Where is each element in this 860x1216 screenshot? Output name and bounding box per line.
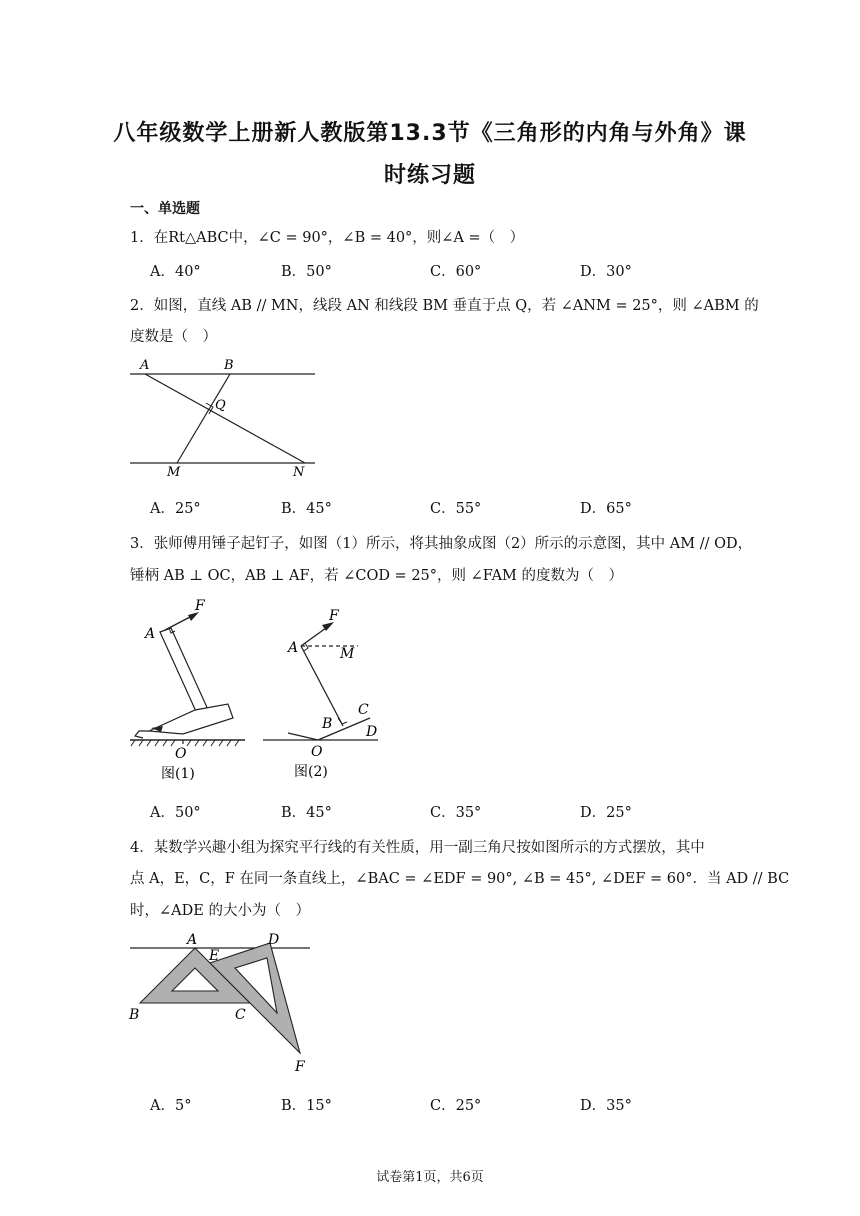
question-3-figure-1: [125, 592, 255, 792]
question-3-text-line1: 3．张师傅用锤子起钉子，如图（1）所示，将其抽象成图（2）所示的示意图，其中 AM // OD，: [130, 536, 753, 552]
question-1-text: 1．在Rt△ABC中，∠C = 90°，∠B = 40°，则∠A =（ ）: [130, 230, 525, 246]
fig3b-label-m: M: [340, 646, 355, 662]
fig2-label-q: Q: [215, 398, 226, 413]
question-3-figure-2: [258, 600, 388, 790]
page-title-line2: 时练习题: [383, 163, 476, 188]
question-2-text-line1: 2．如图，直线 AB // MN，线段 AN 和线段 BM 垂直于点 Q，若 ∠ANM = 25°，则 ∠ABM 的: [130, 298, 759, 314]
fig3b-label-o: O: [311, 744, 323, 760]
question-3-option-c[interactable]: C．35°: [430, 805, 482, 821]
fig4-label-f: F: [295, 1059, 305, 1075]
question-2-figure: [125, 352, 325, 480]
fig3b-caption: 图(2): [294, 764, 328, 780]
fig3a-label-a: A: [145, 626, 156, 642]
question-4-text-line1: 4．某数学兴趣小组为探究平行线的有关性质，用一副三角尺按如图所示的方式摆放，其中: [130, 840, 705, 856]
question-4-text-line3: 时，∠ADE 的大小为（ ）: [130, 903, 310, 919]
fig3a-label-f: F: [195, 598, 205, 614]
question-1-option-b[interactable]: B．50°: [281, 264, 332, 280]
fig4-label-e: E: [209, 948, 220, 964]
question-2-option-b[interactable]: B．45°: [281, 501, 332, 517]
question-1-option-d[interactable]: D．30°: [580, 264, 632, 280]
question-1-option-a[interactable]: A．40°: [150, 264, 201, 280]
question-4-figure: [125, 928, 325, 1078]
question-1-option-c[interactable]: C．60°: [430, 264, 482, 280]
question-2-option-a[interactable]: A．25°: [150, 501, 201, 517]
page-footer: 试卷第1页，共6页: [376, 1170, 484, 1185]
question-2-option-c[interactable]: C．55°: [430, 501, 482, 517]
question-4-option-d[interactable]: D．35°: [580, 1098, 632, 1114]
fig3a-caption: 图(1): [161, 766, 195, 782]
question-3-option-d[interactable]: D．25°: [580, 805, 632, 821]
question-2-text-line2: 度数是（ ）: [130, 329, 217, 345]
fig3b-label-c: C: [358, 702, 369, 718]
question-4-text-line2: 点 A，E，C，F 在同一条直线上，∠BAC = ∠EDF = 90°, ∠B = 45°, ∠DEF = 60°．当 AD // BC: [130, 871, 790, 887]
fig4-label-a: A: [187, 932, 198, 948]
fig2-label-b: B: [224, 358, 234, 373]
fig4-label-d: D: [268, 932, 280, 948]
fig3b-label-b: B: [322, 716, 333, 732]
fig3a-label-o: O: [175, 746, 187, 762]
fig4-label-b: B: [129, 1007, 140, 1023]
question-4-option-b[interactable]: B．15°: [281, 1098, 332, 1114]
fig3b-label-d: D: [366, 724, 378, 740]
fig3b-label-f: F: [329, 608, 339, 624]
question-4-option-a[interactable]: A．5°: [150, 1098, 192, 1114]
fig4-label-c: C: [235, 1007, 246, 1023]
question-3-text-line2: 锤柄 AB ⊥ OC，AB ⊥ AF，若 ∠COD = 25°，则 ∠FAM 的度数为（ ）: [130, 568, 624, 584]
question-4-option-c[interactable]: C．25°: [430, 1098, 482, 1114]
page-title-line1: 八年级数学上册新人教版第13.3节《三角形的内角与外角》课: [113, 121, 747, 146]
question-3-option-b[interactable]: B．45°: [281, 805, 332, 821]
section-label: 一、单选题: [130, 201, 200, 217]
question-2-option-d[interactable]: D．65°: [580, 501, 632, 517]
fig2-label-m: M: [167, 465, 181, 480]
question-3-option-a[interactable]: A．50°: [150, 805, 201, 821]
fig2-label-n: N: [293, 465, 305, 480]
fig2-label-a: A: [140, 358, 150, 373]
fig3b-label-a: A: [288, 640, 299, 656]
